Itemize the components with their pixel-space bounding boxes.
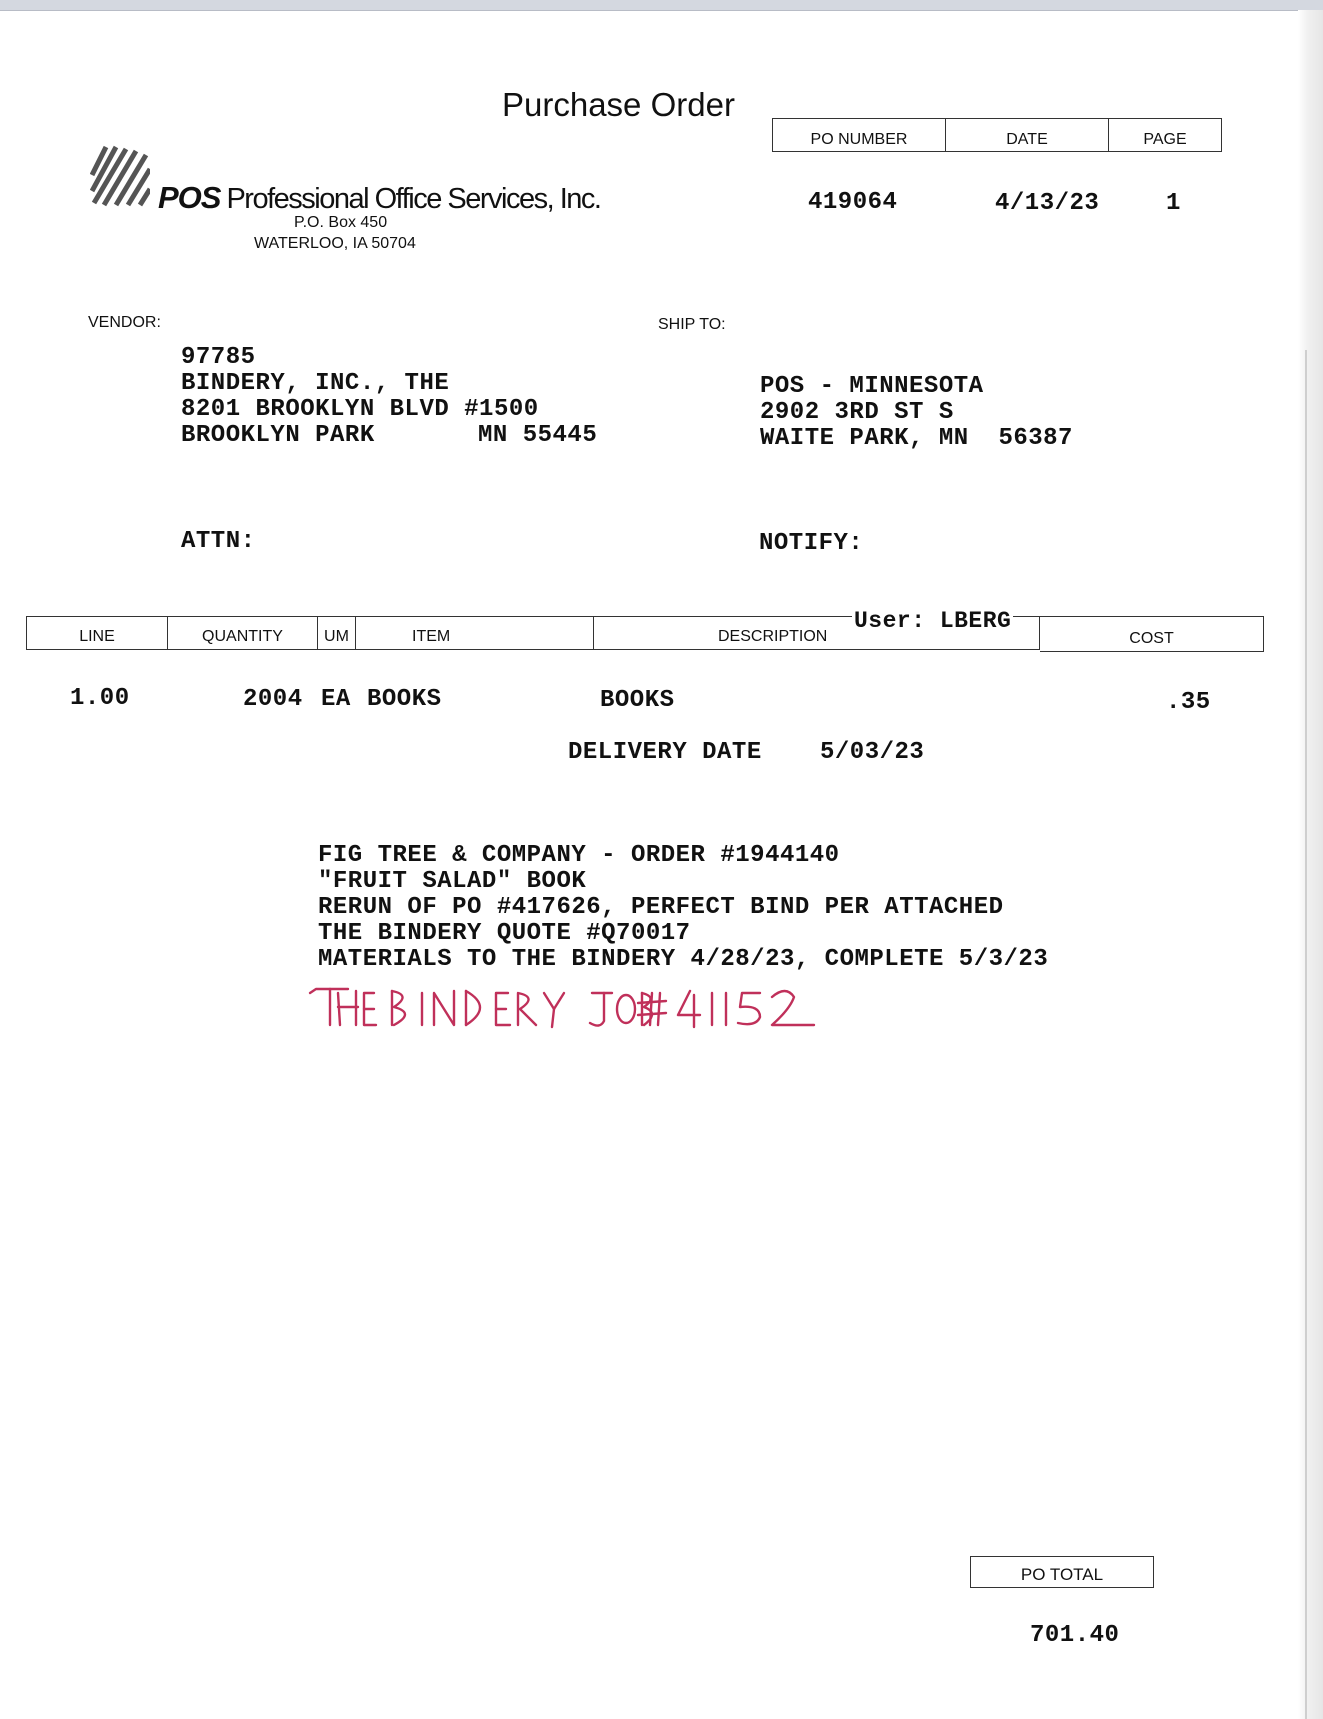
note-line: "FRUIT SALAD" BOOK — [318, 868, 587, 895]
company-abbrev: POS — [158, 180, 221, 215]
handwritten-note — [308, 985, 818, 1035]
date-label: DATE — [946, 119, 1109, 151]
scan-top-edge — [0, 0, 1323, 11]
notify-label: NOTIFY: — [759, 530, 864, 557]
note-line: MATERIALS TO THE BINDERY 4/28/23, COMPLETE 5/3/23 — [318, 946, 1049, 973]
scan-right-edge — [1298, 10, 1323, 1719]
page-label: PAGE — [1143, 131, 1187, 148]
note-line: THE BINDERY QUOTE #Q70017 — [318, 920, 691, 947]
col-line: LINE — [26, 616, 168, 650]
row-item: BOOKS — [367, 686, 442, 713]
vendor-city: BROOKLYN PARK — [181, 422, 375, 449]
ship-to-name: POS - MINNESOTA — [760, 373, 984, 400]
po-header-box — [772, 118, 1222, 152]
note-line: RERUN OF PO #417626, PERFECT BIND PER ATTACHED — [318, 894, 1004, 921]
col-description: DESCRIPTION — [594, 616, 1040, 650]
page-value: 1 — [1166, 190, 1181, 217]
po-total-label: PO TOTAL — [970, 1556, 1154, 1588]
vendor-label: VENDOR: — [88, 314, 161, 331]
delivery-value: 5/03/23 — [820, 739, 925, 766]
po-number-value: 419064 — [808, 189, 898, 216]
company-fullname: Professional Office Services, Inc. — [226, 183, 601, 215]
date-value: 4/13/23 — [995, 190, 1100, 217]
page-edge-line — [1305, 350, 1307, 1719]
row-cost: .35 — [1166, 689, 1211, 716]
vendor-state-zip: MN 55445 — [478, 422, 598, 449]
vendor-id: 97785 — [181, 344, 256, 371]
row-line: 1.00 — [70, 685, 130, 712]
vendor-street: 8201 BROOKLYN BLVD #1500 — [181, 396, 539, 423]
delivery-label: DELIVERY DATE — [568, 739, 762, 766]
col-um: UM — [318, 616, 356, 650]
col-item: ITEM — [356, 616, 594, 650]
items-table-header — [26, 616, 1264, 652]
ship-to-label: SHIP TO: — [658, 316, 726, 333]
row-um: EA — [321, 686, 351, 713]
row-quantity: 2004 — [243, 686, 303, 713]
company-po-box: P.O. Box 450 — [294, 214, 388, 231]
vendor-name: BINDERY, INC., THE — [181, 370, 450, 397]
col-cost: COST — [1040, 616, 1264, 652]
company-city: WATERLOO, IA 50704 — [254, 235, 416, 252]
ship-to-street: 2902 3RD ST S — [760, 399, 954, 426]
po-total-value: 701.40 — [1030, 1622, 1120, 1649]
user-stamp: User: LBERG — [854, 608, 1012, 634]
company-name — [158, 180, 600, 216]
col-quantity: QUANTITY — [168, 616, 318, 650]
row-description: BOOKS — [600, 687, 675, 714]
po-number-label: PO NUMBER — [773, 119, 946, 151]
document-title: Purchase Order — [502, 86, 735, 123]
note-line: FIG TREE & COMPANY - ORDER #1944140 — [318, 842, 840, 869]
attn-label: ATTN: — [181, 528, 256, 555]
ship-to-city: WAITE PARK, MN 56387 — [760, 425, 1073, 452]
pos-logo-icon — [90, 145, 150, 207]
